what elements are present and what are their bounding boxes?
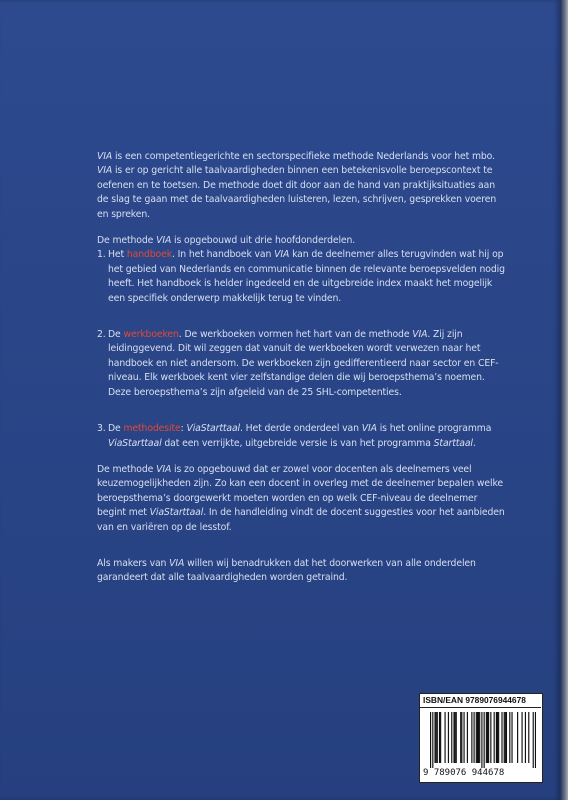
barcode-bar: [528, 712, 529, 763]
barcode-bar: [463, 712, 464, 763]
item-text: .: [472, 437, 476, 449]
barcode-bar: [484, 712, 485, 768]
barcode-bar: [479, 712, 480, 763]
barcode-bar: [494, 712, 495, 763]
barcode-bar: [445, 712, 446, 763]
page-edge: [560, 0, 568, 800]
structure-text: is opgebouwd uit drie hoofdonderdelen.: [171, 235, 356, 247]
brand-name: VIA: [361, 423, 377, 435]
blurb-text: [97, 150, 509, 586]
brand-name: VIA: [412, 329, 428, 341]
barcode-bar: [504, 712, 505, 763]
barcode-bar: [525, 712, 526, 763]
brand-name: VIA: [156, 235, 172, 247]
barcode-bar: [478, 712, 479, 763]
barcode-bar: [535, 712, 536, 768]
program-name: Starttaal: [433, 437, 473, 449]
barcode-bar: [487, 712, 488, 763]
design-paragraph: [97, 463, 509, 535]
barcode-bar: [474, 712, 475, 763]
barcode-bar: [434, 712, 435, 763]
barcode-bar: [477, 712, 478, 763]
barcode-bar: [490, 712, 491, 763]
item-text: is het online programma: [376, 423, 492, 435]
brand-name: VIA: [274, 249, 290, 261]
barcode-bar: [437, 712, 438, 763]
item-text: Het: [108, 249, 127, 261]
item-text: :: [180, 423, 187, 435]
barcode-bar: [456, 712, 457, 763]
barcode-bar: [521, 712, 522, 763]
design-text: De methode: [97, 463, 157, 475]
barcode-bar: [501, 712, 502, 763]
list-item-methodesite: [97, 422, 509, 451]
barcode-bar: [448, 712, 449, 763]
item-text: . In het handboek van: [171, 249, 275, 261]
design-text: is zo opgebouwd dat er zowel voor docenten als deelnemers veel keuzemogelijkheden zijn. Zo kan een docent in overleg met de deelnemer bepalen welke beroepsthema’s doorgewerkt moeten worden en op welk CEF-niveau de deelnemer begint met: [97, 463, 504, 519]
barcode-bar: [511, 712, 512, 763]
structure-intro: [97, 234, 509, 248]
barcode-bar: [455, 712, 456, 763]
intro-paragraph: [97, 150, 509, 222]
barcode-bar: [486, 712, 487, 763]
barcode-bar: [476, 712, 477, 763]
item-text: De: [108, 423, 124, 435]
barcode-bar: [451, 712, 452, 763]
barcode-bar: [436, 712, 437, 763]
closing-paragraph: [97, 557, 509, 586]
barcode-bar: [496, 712, 497, 763]
barcode-bar: [471, 712, 472, 763]
barcode-digits: 9 789076 944678: [423, 768, 505, 778]
item-text: . Zij zijn leidinggevend. Dit wil zeggen dat vanuit de werkboeken wordt verwezen naar het handboek en niet andersom. De werkboeken zijn gedifferentieerd naar sector en CEF-niveau. Elk werkboek kent vier zelfstandige delen die wij beroepsthema’s noemen. Deze beroepsthema’s zijn afgeleid van de 25 SHL-competenties.: [108, 329, 499, 398]
item-text: kan de deelnemer alles terugvinden wat hij op het gebied van Nederlands en communicatie binnen de relevante beroepsvelden nodig heeft. Het handboek is helder ingedeeld en de uitgebreide index maakt het mogelijk een specifiek onderwerp makkelijk terug te vinden.: [108, 249, 505, 304]
design-text: . In de handleiding vindt de docent suggesties voor het aanbieden van en variëren op de lesstof.: [97, 507, 505, 533]
barcode-bar: [460, 712, 461, 763]
barcode-bar: [497, 712, 498, 763]
barcode-bar: [481, 712, 482, 768]
brand-name: VIA: [169, 557, 185, 569]
highlight-werkboeken: werkboeken: [123, 329, 179, 341]
highlight-handboek: handboek: [126, 249, 172, 261]
list-item-text: [108, 422, 509, 451]
structure-text: De methode: [97, 235, 157, 247]
program-name: ViaStarttaal: [186, 423, 240, 435]
item-text: . Het derde onderdeel van: [240, 423, 362, 435]
brand-name: VIA: [156, 463, 172, 475]
barcode-bar: [461, 712, 462, 763]
intro-text: is een competentiegerichte en sectorspecifieke methode Nederlands voor het mbo.: [112, 151, 495, 162]
list-number: 2.: [97, 329, 106, 341]
brand-name: VIA: [97, 151, 113, 162]
barcode-bar: [467, 712, 468, 763]
list-number: 1.: [97, 249, 106, 261]
isbn-label: ISBN/EAN 9789076944678: [420, 693, 541, 708]
closing-text: willen wij benadrukken dat het doorwerken van alle onderdelen garandeert dat alle taalvaardigheden worden getraind.: [97, 557, 476, 584]
list-item-werkboeken: [97, 328, 509, 400]
barcode-bar: [439, 712, 440, 763]
barcode-bars: [430, 712, 536, 768]
barcode-bar: [488, 712, 489, 763]
barcode-bar: [506, 712, 507, 763]
barcode-bar: [440, 712, 441, 763]
item-text: . De werkboeken vormen het hart van de methode: [178, 329, 413, 341]
item-text: dat een verrijkte, uitgebreide versie is van het programma: [161, 437, 434, 449]
intro-text: is er op gericht alle taalvaardigheden binnen een betekenisvolle beroepscontext te oefenen en te toetsen. De methode doet dit door aan de hand van praktijksituaties aan de slag te gaan met de taalvaardigheden luisteren, lezen, schrijven, gesprekken voeren en spreken.: [97, 165, 497, 220]
program-name: ViaStarttaal: [149, 507, 204, 519]
program-name: ViaStarttaal: [108, 437, 162, 449]
highlight-methodesite: methodesite: [123, 423, 181, 435]
barcode-bar: [453, 712, 454, 763]
list-item-text: [108, 328, 509, 400]
list-item-text: [108, 248, 509, 306]
barcode-bar: [432, 712, 433, 768]
list-number: 3.: [97, 423, 106, 435]
barcode-bar: [505, 712, 506, 763]
barcode-bar: [430, 712, 431, 768]
list-item-handboek: [97, 248, 509, 306]
barcode-bar: [498, 712, 499, 763]
item-text: De: [108, 329, 124, 341]
barcode-bar: [533, 712, 534, 768]
brand-name: VIA: [97, 165, 113, 177]
closing-text: Als makers van: [97, 557, 170, 569]
barcode-bar: [509, 712, 510, 763]
barcode-bar: [517, 712, 518, 763]
